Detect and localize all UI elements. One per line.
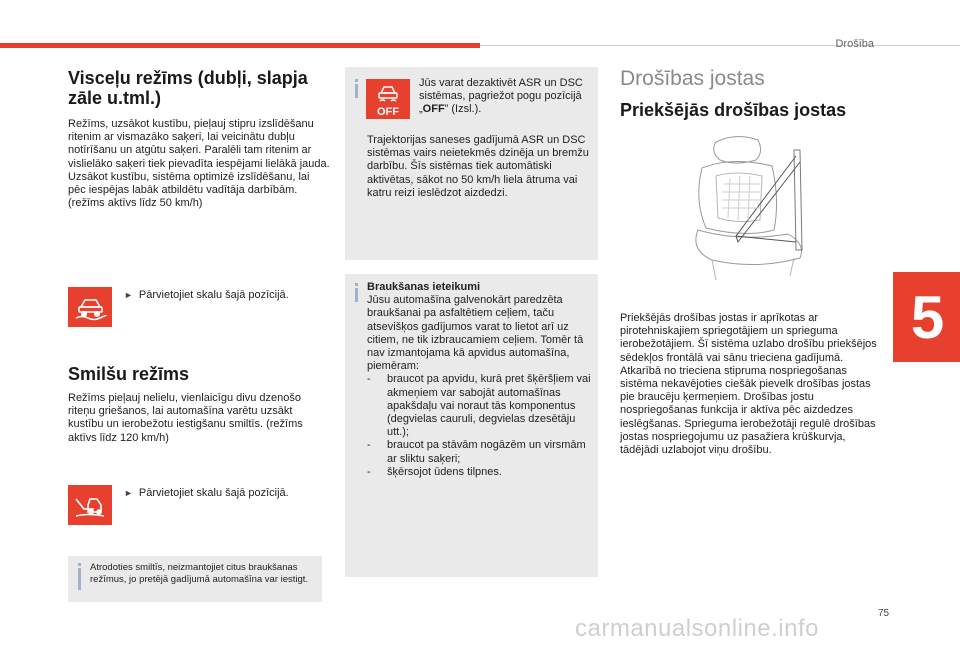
off-word: OFF — [422, 103, 445, 116]
asr-off-icon-label: OFF — [377, 106, 399, 118]
asr-off-icon — [366, 79, 410, 119]
asr-note-body: Trajektorijas saneses gadījumā ASR un DSC sistēmas vairs neietekmēs dzinēja un bremžu darbību. Šīs sistēmas tiek automātiski aktivētas, sākot no 50 km/h liela ātruma vai katru reizi ieslēdzot aizdedzi. — [367, 134, 589, 199]
subsection-title: Priekšējās drošības jostas — [620, 100, 847, 120]
chapter-tab: 5 — [893, 272, 960, 362]
asr-note-lead: Jūs varat dezaktivēt ASR un DSC sistēmas, pagriežot pogu pozīcijā „OFF” (Izsl.). — [419, 77, 583, 116]
driving-advice-box — [345, 274, 598, 577]
mud-mode-icon — [68, 287, 112, 327]
list-item: - braucot pa stāvām nogāzēm un virsmām ar sliktu saķeri; — [367, 439, 586, 465]
mud-mode-instruction: ► Pārvietojiet skalu šajā pozīcijā. — [124, 289, 289, 301]
sand-mode-icon — [68, 485, 112, 525]
seat-belt-illustration — [676, 130, 826, 292]
page-number: 75 — [878, 608, 890, 619]
seat-belt-body: Priekšējās drošības jostas ir aprīkotas ar pirotehniskajiem spriegotājiem un spriegumа ierobežotājiem. Šī sistēma uzlabo drošību priekšējos sēdekļos frontālā vai sānu trieciena gadījumā. Atkarībā no trieciena stipruma nospriegošanas sistēma nekavējoties ciešāk pievelk drošības jostas pie braucēju ķermeņiem. Drošības jostu nospriegošanas funkcija ir aktīva pēc aizdedzes ieslēgšanas. Spriegumа ierobežotāji regulē drošības jostas nospriegojumu uz pasažiera krūškurvja, tādējādi uzlabojot viņu drošību. — [620, 312, 877, 457]
mud-mode-body: Režīms, uzsākot kustību, pieļauj stipru izslīdēšanu ritenim ar vismazāko saķeri, lai veicinātu dubļu notīrīšanu un atgūtu saķeri. Paralēli tam ritenim ar vislielāko saķeri tiek pievadīta iespējami lielākā jauda. Uzsākot kustību, sistēma optimizē izslīdēšanu, lai pēc iespējas labāk atbildētu vadītāja darbībām. (režīms aktīvs līdz 50 km/h) — [68, 118, 330, 210]
info-icon — [355, 79, 358, 82]
driving-advice-body: Jūsu automašīna galvenokārt paredzēta braukšanai pa asfaltētiem ceļiem, taču atsevišķos gadījumos varat to lietot arī uz citiem, ne tik izbraucamiem ceļiem. Tomēr tā nav izmantojama kā apvidus automašīna, piemēram: — [367, 294, 584, 373]
top-rule — [480, 45, 960, 46]
list-item: - šķērsojot ūdens tilpnes. — [367, 465, 502, 478]
info-icon — [78, 563, 81, 566]
info-icon — [355, 283, 358, 286]
sand-mode-title: Smilšu režīms — [68, 364, 190, 384]
sand-mode-body: Režīms pieļauj nelielu, vienlaicīgu divu dzenošo riteņu griešanos, lai automašīna varētu uzsākt kustību un ierobežotu iestigšanu smiltīs. (režīms aktīvs līdz 120 km/h) — [68, 392, 303, 444]
section-title: Drošības jostas — [620, 67, 765, 90]
sand-note-box — [68, 556, 322, 602]
list-item: - braucot pa apvidu, kurā pret šķēršļiem vai akmeņiem var sabojāt automašīnas apakšdaļu vai noraut tās komponentus (degvielas cauruli, degvielas dzesētāju utt.); — [367, 373, 591, 439]
section-header: Drošība — [835, 38, 874, 50]
driving-advice-title: Braukšanas ieteikumi — [367, 281, 481, 293]
sand-note-text: Atrodoties smiltīs, neizmantojiet citus braukšanas režīmus, jo pretējā gadījumā automašīna var iestigt. — [90, 562, 309, 585]
mud-mode-title: Visceļu režīms (dubļi, slapja zāle u.tml.) — [68, 68, 308, 108]
watermark: carmanualsonline.info — [575, 615, 819, 642]
sand-mode-instruction: ► Pārvietojiet skalu šajā pozīcijā. — [124, 487, 289, 499]
asr-note-box — [345, 67, 598, 260]
top-accent-bar — [0, 43, 480, 48]
